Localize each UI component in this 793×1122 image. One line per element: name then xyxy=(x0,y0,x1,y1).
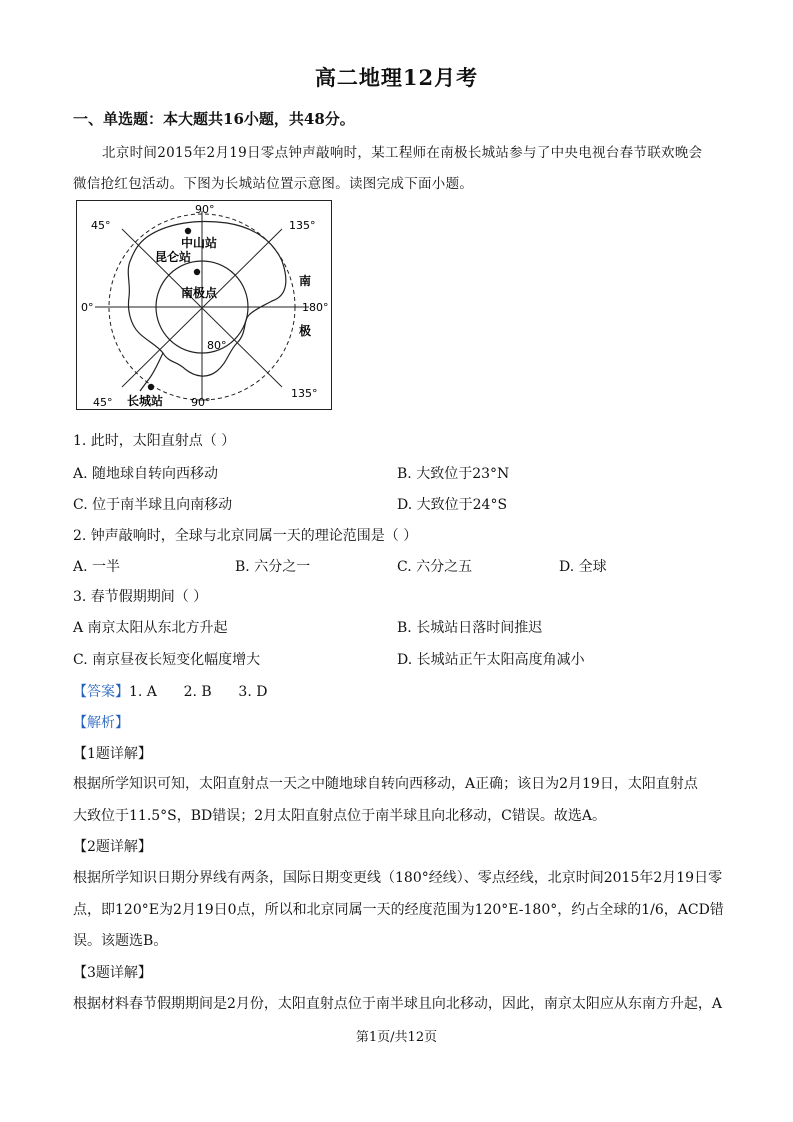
answer-items: 1. A 2. B 3. D xyxy=(129,684,268,700)
question-3-option-d: D. 长城站正午太阳高度角减小 xyxy=(397,652,585,668)
question-1-option-c: C. 位于南半球且向南移动 xyxy=(73,497,233,513)
detail-1-line-2: 大致位于11.5°S，BD错误；2月太阳直射点位于南半球且向北移动，C错误。故选A。 xyxy=(73,808,607,824)
map-figure xyxy=(77,201,330,408)
ji-label: 极 xyxy=(299,324,312,338)
kunlun-label: 昆仑站 xyxy=(155,250,192,264)
question-2-stem: 2. 钟声敲响时，全球与北京同属一天的理论范围是（ ） xyxy=(73,528,418,544)
question-2-option-c: C. 六分之五 xyxy=(397,559,473,575)
question-1-option-b: B. 大致位于23°N xyxy=(397,466,510,482)
lon-label-top: 90° xyxy=(195,203,215,216)
question-3-option-b: B. 长城站日落时间推迟 xyxy=(397,620,543,636)
changcheng-station-dot xyxy=(148,384,154,390)
question-1-option-d: D. 大致位于24°S xyxy=(397,497,508,513)
intro-line-2: 微信抢红包活动。下图为长城站位置示意图。读图完成下面小题。 xyxy=(73,176,474,192)
question-2-option-b: B. 六分之一 xyxy=(235,559,311,575)
answer-tag: 【答案】 xyxy=(73,684,129,700)
question-3-option-a: A 南京太阳从东北方升起 xyxy=(73,620,228,636)
zhongshan-label: 中山站 xyxy=(181,236,218,250)
detail-1-line-1: 根据所学知识可知，太阳直射点一天之中随地球自转向西移动，A正确；该日为2月19日，太阳直射点 xyxy=(73,776,698,792)
question-3-option-c: C. 南京昼夜长短变化幅度增大 xyxy=(73,652,261,668)
zhongshan-station-dot xyxy=(185,228,191,234)
question-2-option-d: D. 全球 xyxy=(559,559,607,575)
question-1-stem: 1. 此时，太阳直射点（ ） xyxy=(73,433,236,449)
lon-label-top-left: 45° xyxy=(91,219,111,232)
lon-label-bottom-right: 135° xyxy=(291,387,318,400)
intro-line-1: 北京时间2015年2月19日零点钟声敲响时，某工程师在南极长城站参与了中央电视台春节联欢晚会 xyxy=(102,145,703,161)
detail-1-heading: 【1题详解】 xyxy=(73,746,152,762)
lon-label-right: 180° xyxy=(302,301,329,314)
lon-label-bottom-left: 45° xyxy=(93,396,113,408)
antarctica-location-map xyxy=(76,200,332,410)
lat-label: 80° xyxy=(207,339,227,352)
nan-label: 南 xyxy=(299,274,312,288)
page-footer: 第1页/共12页 xyxy=(355,1030,438,1045)
answer-line xyxy=(73,681,267,701)
detail-2-line-3: 误。该题选B。 xyxy=(73,933,168,949)
detail-2-line-1: 根据所学知识日期分界线有两条，国际日期变更线（180°经线）、零点经线，北京时间2015年2月19日零 xyxy=(73,870,723,886)
south-pole-label: 南极点 xyxy=(181,286,218,300)
page-title: 高二地理12月考 xyxy=(314,65,479,90)
section-heading: 一、单选题：本大题共16小题，共48分。 xyxy=(73,110,355,128)
analysis-tag: 【解析】 xyxy=(73,715,129,731)
detail-2-heading: 【2题详解】 xyxy=(73,839,152,855)
detail-2-line-2: 点，即120°E为2月19日0点，所以和北京同属一天的经度范围为120°E-180°，约占全球的1/6，ACD错 xyxy=(73,902,724,918)
question-1-option-a: A. 随地球自转向西移动 xyxy=(73,466,219,482)
question-3-stem: 3. 春节假期期间（ ） xyxy=(73,589,208,605)
question-2-option-a: A. 一半 xyxy=(73,559,121,575)
detail-3-heading: 【3题详解】 xyxy=(73,965,152,981)
detail-3-line-1: 根据材料春节假期期间是2月份，太阳直射点位于南半球且向北移动，因此，南京太阳应从东南方升起，A xyxy=(73,996,723,1012)
changcheng-label: 长城站 xyxy=(127,394,164,408)
lon-label-top-right: 135° xyxy=(289,219,316,232)
kunlun-station-dot xyxy=(194,269,200,275)
lon-label-left: 0° xyxy=(81,301,94,314)
lon-label-bottom: 90° xyxy=(191,396,211,408)
